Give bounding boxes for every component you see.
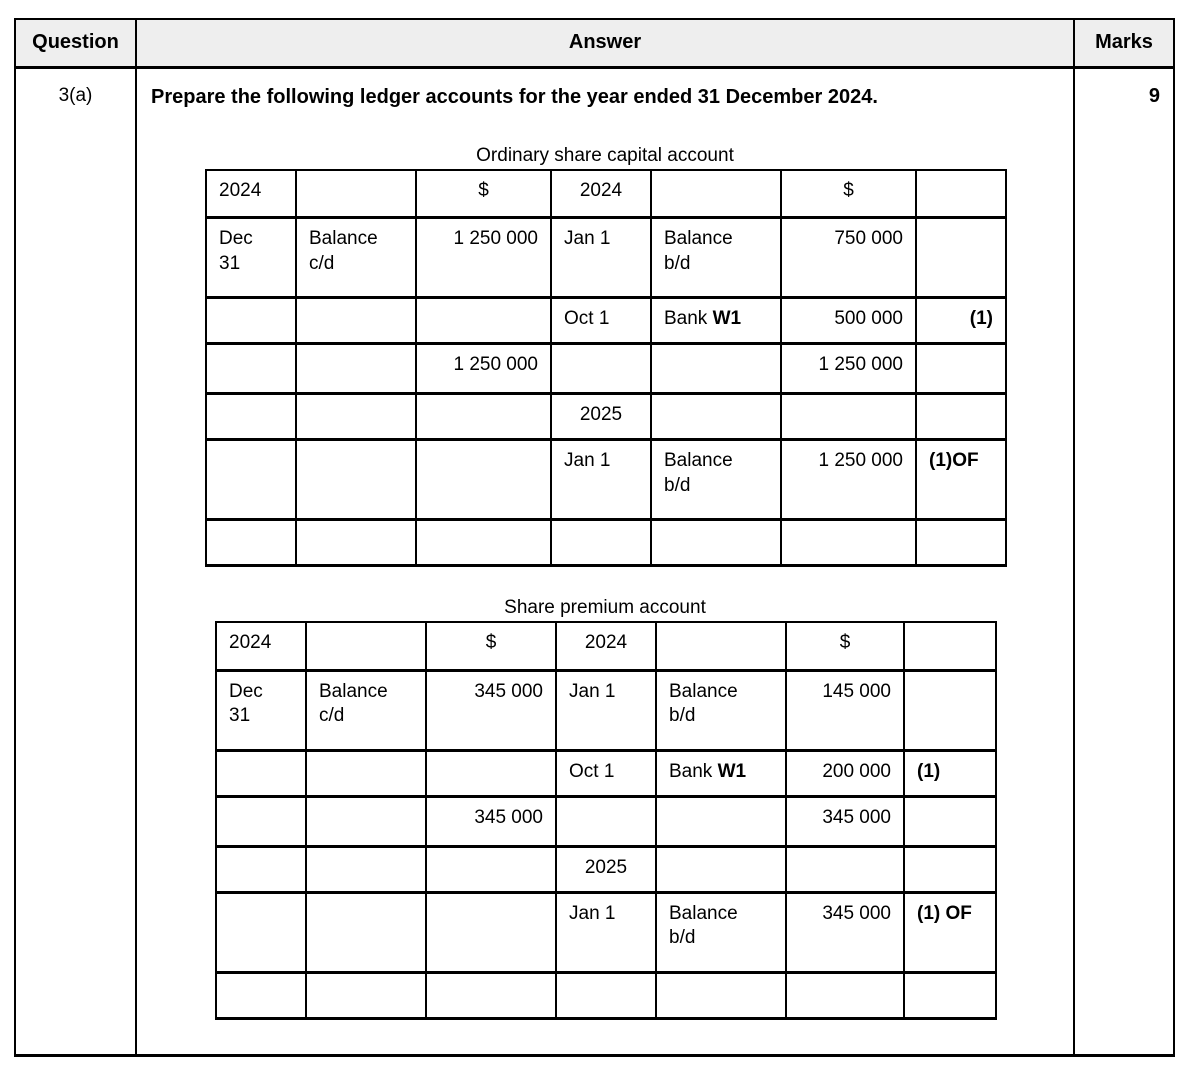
ledger-row [206, 394, 1006, 440]
ledger-cell [904, 796, 996, 846]
ledger-cell [786, 972, 904, 1018]
answer-cell [136, 67, 1074, 1055]
ledger-cell [904, 846, 996, 892]
question-column-header: Question [15, 19, 136, 67]
ledger-cell [296, 170, 416, 218]
ledger-cell [206, 394, 296, 440]
ledger-cell [306, 622, 426, 670]
ledger-cell: 1 250 000 [416, 344, 551, 394]
ledger-cell: 750 000 [781, 218, 916, 298]
ledger-cell [206, 520, 296, 566]
ledger-cell [916, 170, 1006, 218]
question-number: 3(a) [15, 67, 136, 1055]
ledger-row [206, 170, 1006, 218]
ledger-row [206, 520, 1006, 566]
ledger-cell: $ [426, 622, 556, 670]
ledger-cell: 1 250 000 [781, 344, 916, 394]
ledger-cell: 2025 [556, 846, 656, 892]
ledger-row [216, 972, 996, 1018]
ledger-cell: 145 000 [786, 670, 904, 750]
ledger-cell: Bank W1 [656, 750, 786, 796]
ledger-cell: 2024 [216, 622, 306, 670]
ledger-cell [296, 344, 416, 394]
ledger-cell: Oct 1 [556, 750, 656, 796]
ledger-cell [306, 892, 426, 972]
ledger-cell: Jan 1 [556, 892, 656, 972]
ledger-cell: (1) OF [904, 892, 996, 972]
ledger-row [206, 440, 1006, 520]
ledger-cell [216, 796, 306, 846]
ledger-cell: 345 000 [426, 670, 556, 750]
ledger-cell: 345 000 [786, 892, 904, 972]
ledger-cell: Oct 1 [551, 298, 651, 344]
ledger-title-share-premium: Share premium account [504, 597, 706, 618]
ledger-cell [651, 170, 781, 218]
ledger-cell: 1 250 000 [416, 218, 551, 298]
ledger-cell: Balance b/d [651, 440, 781, 520]
ledger-title-ordinary-share-capital: Ordinary share capital account [476, 144, 734, 166]
ledger-row [206, 218, 1006, 298]
ledger-cell [296, 440, 416, 520]
ledger-row [216, 622, 996, 670]
ledger-cell: Jan 1 [551, 218, 651, 298]
ledger-cell [216, 750, 306, 796]
ledger-row [216, 892, 996, 972]
ledger-cell [656, 622, 786, 670]
ledger-table-share-premium [215, 621, 997, 1020]
ledger-cell [656, 796, 786, 846]
ledger-row [216, 846, 996, 892]
ledger-cell [306, 796, 426, 846]
ledger-cell [216, 846, 306, 892]
ledger-cell [416, 520, 551, 566]
ledger-cell [651, 344, 781, 394]
header-row [15, 19, 1174, 67]
ledger-row [216, 750, 996, 796]
marks-value: 9 [1074, 67, 1174, 1055]
ledger-cell: $ [416, 170, 551, 218]
ledger-cell [416, 298, 551, 344]
ledger-cell [916, 344, 1006, 394]
ledger-cell [904, 972, 996, 1018]
ledger-cell [296, 520, 416, 566]
ledger-cell [216, 892, 306, 972]
ledger-row [216, 796, 996, 846]
ledger-cell [916, 520, 1006, 566]
ledger-cell: 2024 [556, 622, 656, 670]
ledger-cell [781, 394, 916, 440]
ledger-cell [206, 344, 296, 394]
ledger-cell [216, 972, 306, 1018]
ledger-cell: Jan 1 [556, 670, 656, 750]
ledger-cell: 345 000 [786, 796, 904, 846]
ledger-cell: Balance b/d [656, 892, 786, 972]
ledger-cell: 500 000 [781, 298, 916, 344]
ledger-cell [904, 670, 996, 750]
ledger-cell: Bank W1 [651, 298, 781, 344]
ledger-cell [916, 218, 1006, 298]
ledger-row [206, 344, 1006, 394]
ledger-cell [306, 750, 426, 796]
marks-column-header: Marks [1074, 19, 1174, 67]
ledger-cell [656, 846, 786, 892]
ledger-cell [416, 440, 551, 520]
ledger-cell [656, 972, 786, 1018]
ledger-cell [296, 394, 416, 440]
ledger-cell: 345 000 [426, 796, 556, 846]
ledger-cell [556, 796, 656, 846]
mark-scheme-table [14, 18, 1175, 1057]
ledger-cell: (1)OF [916, 440, 1006, 520]
ledger-table-ordinary-share-capital [205, 169, 1007, 568]
ledger-cell [651, 520, 781, 566]
ledger-cell [916, 394, 1006, 440]
ledger-cell [781, 520, 916, 566]
answer-row [15, 67, 1174, 1055]
ledger-cell: Balance c/d [296, 218, 416, 298]
ledger-cell [426, 972, 556, 1018]
ledger-cell: Balance b/d [656, 670, 786, 750]
ledger-cell [426, 892, 556, 972]
ledger-cell: Balance c/d [306, 670, 426, 750]
ledger-cell: 2024 [206, 170, 296, 218]
ledger-share-premium [215, 597, 995, 1020]
ledger-cell [786, 846, 904, 892]
ledger-ordinary-share-capital [205, 145, 1005, 568]
ledger-cell: 200 000 [786, 750, 904, 796]
ledger-cell [416, 394, 551, 440]
ledger-cell [551, 344, 651, 394]
ledger-cell [426, 846, 556, 892]
instruction-text: Prepare the following ledger accounts for the year ended 31 December 2024. [151, 85, 878, 108]
answer-column-header: Answer [136, 19, 1074, 67]
ledger-cell [206, 440, 296, 520]
ledger-cell [296, 298, 416, 344]
ledger-cell: Jan 1 [551, 440, 651, 520]
ledger-cell: 2025 [551, 394, 651, 440]
ledger-cell [651, 394, 781, 440]
ledger-cell [306, 972, 426, 1018]
ledger-cell: $ [781, 170, 916, 218]
ledger-cell: 2024 [551, 170, 651, 218]
ledger-row [206, 298, 1006, 344]
ledger-cell [206, 298, 296, 344]
ledger-cell [551, 520, 651, 566]
ledger-cell [426, 750, 556, 796]
ledger-cell [556, 972, 656, 1018]
ledger-cell: (1) [904, 750, 996, 796]
ledger-cell [306, 846, 426, 892]
ledger-cell: $ [786, 622, 904, 670]
ledger-cell: (1) [916, 298, 1006, 344]
ledger-cell: Dec 31 [216, 670, 306, 750]
ledger-cell: Balance b/d [651, 218, 781, 298]
ledger-row [216, 670, 996, 750]
ledger-cell: 1 250 000 [781, 440, 916, 520]
ledger-cell [904, 622, 996, 670]
ledger-cell: Dec 31 [206, 218, 296, 298]
